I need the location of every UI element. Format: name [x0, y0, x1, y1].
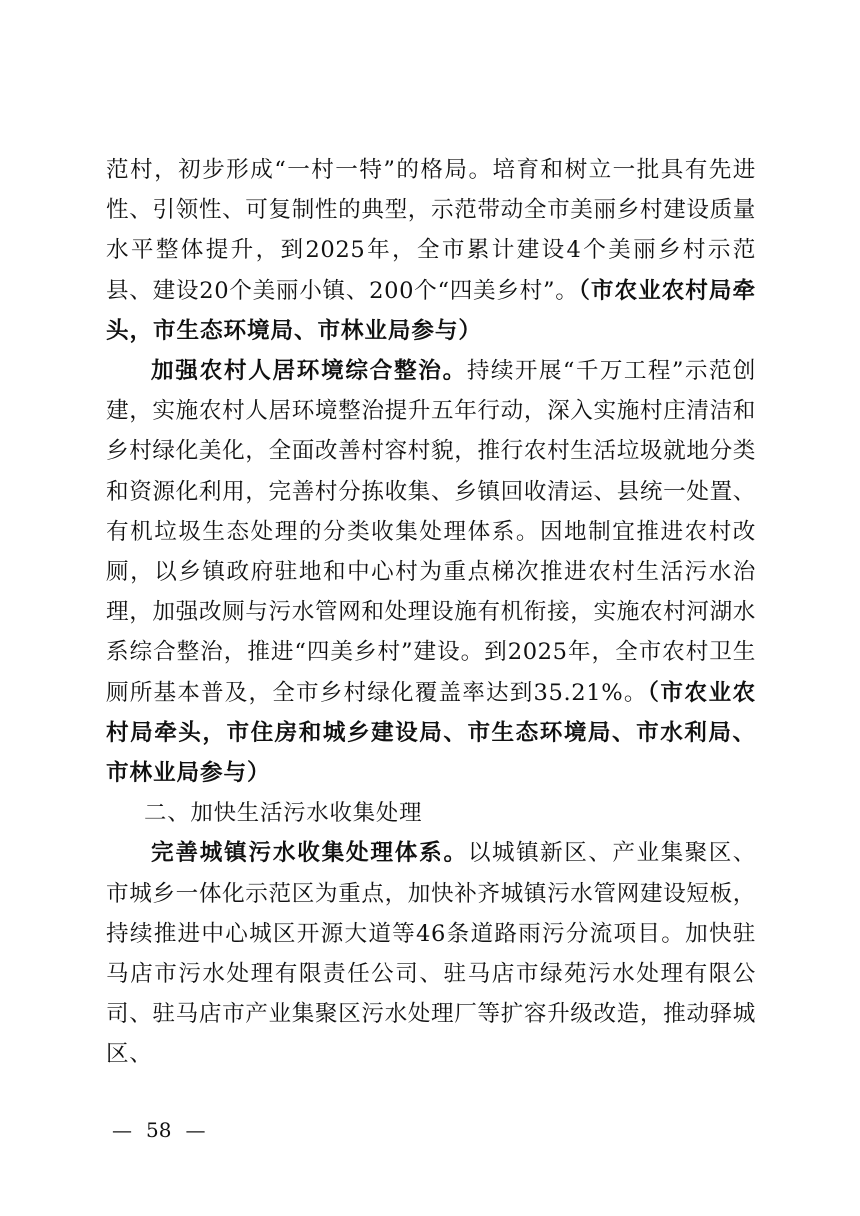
responsibility-note: （市农业农村局牵头，市生态环境局、市林业局参与） — [106, 277, 756, 344]
paragraph-lead: 加强农村人居环境综合整治。 — [151, 358, 467, 385]
footer-dash-right: — — [185, 1118, 206, 1142]
paragraph-sewage-system — [106, 833, 756, 1074]
footer-dash-left: — — [112, 1118, 132, 1142]
paragraph-text: 范村，初步形成“一村一特”的格局。培育和树立一批具有先进性、引领性、可复制性的典型，示范带动全市美丽乡村建设质量水平整体提升，到2025年，全市累计建设4个美丽乡村示范县、建设20个美丽小镇、200个“四美乡村”。 — [106, 157, 756, 304]
paragraph-text: 以城镇新区、产业集聚区、市城乡一体化示范区为重点，加快补齐城镇污水管网建设短板，持续推进中心城区开源大道等46条道路雨污分流项目。加快驻马店市污水处理有限责任公司、驻马店市绿苑污水处理有限公司、驻马店市产业集聚区污水处理厂等扩容升级改造，推动驿城区、 — [106, 840, 757, 1068]
paragraph-rural-environment — [106, 351, 756, 793]
paragraph-continuation — [106, 150, 756, 351]
paragraph-text: 持续开展“千万工程”示范创建，实施农村人居环境整治提升五年行动，深入实施村庄清洁和乡村绿化美化，全面改善村容村貌，推行农村生活垃圾就地分类和资源化利用，完善村分拣收集、乡镇回收清运、县统一处置、有机垃圾生态处理的分类收集处理体系。因地制宜推进农村改厕，以乡镇政府驻地和中心村为重点梯次推进农村生活污水治理，加强改厕与污水管网和处理设施有机衔接，实施农村河湖水系综合整治，推进“四美乡村”建设。到2025年，全市农村卫生厕所基本普及，全市乡村绿化覆盖率达到35.21%。 — [106, 358, 757, 706]
paragraph-lead: 完善城镇污水收集处理体系。 — [151, 840, 468, 867]
document-page — [106, 150, 756, 1075]
page-footer — [112, 1116, 205, 1144]
page-number: 58 — [146, 1118, 172, 1142]
section-heading: 二、加快生活污水收集处理 — [144, 800, 423, 827]
responsibility-note: （市农业农村局牵头，市住房和城乡建设局、市生态环境局、市水利局、市林业局参与） — [106, 679, 756, 787]
